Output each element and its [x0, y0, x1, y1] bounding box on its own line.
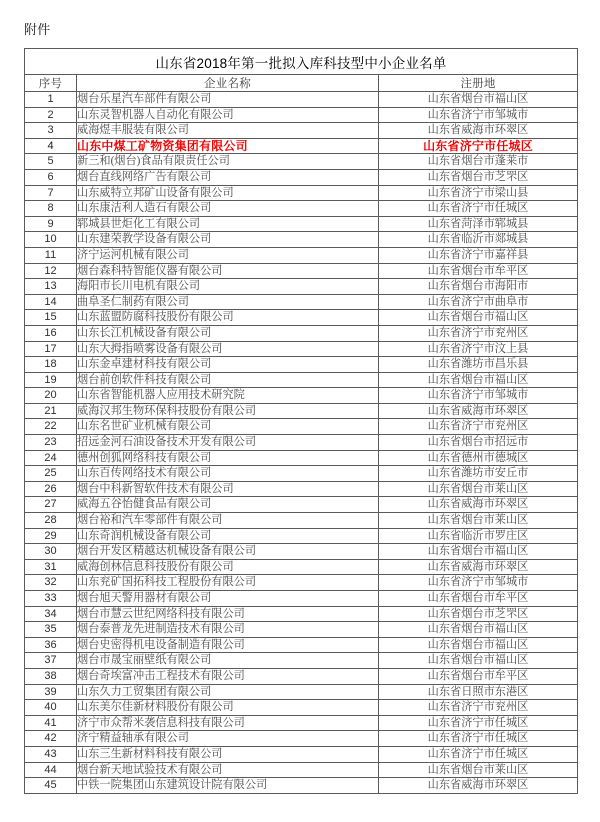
table-title: 山东省2018年第一批拟入库科技型中小企业名单 [25, 49, 578, 75]
registration-place: 山东省烟台市福山区 [379, 622, 578, 638]
enterprise-name: 烟台旭天警用器材有限公司 [77, 591, 379, 607]
row-index: 25 [25, 466, 77, 482]
enterprise-name: 郓城县世炬化工有限公司 [77, 216, 379, 232]
row-index: 45 [25, 778, 77, 794]
table-row [25, 668, 578, 684]
row-index: 30 [25, 544, 77, 560]
table-row [25, 622, 578, 638]
table-row [25, 762, 578, 778]
registration-place: 山东省菏泽市郓城县 [379, 216, 578, 232]
registration-place: 山东省日照市东港区 [379, 684, 578, 700]
title-row [25, 49, 578, 75]
registration-place: 山东省烟台市莱山区 [379, 762, 578, 778]
table-row [25, 653, 578, 669]
table-row [25, 279, 578, 295]
enterprise-name: 山东奇润机械设备有限公司 [77, 528, 379, 544]
registration-place: 山东省烟台市招远市 [379, 435, 578, 451]
enterprise-name: 烟台中科新智软件技术有限公司 [77, 481, 379, 497]
enterprise-list-table [24, 48, 578, 794]
row-index: 21 [25, 403, 77, 419]
row-index: 43 [25, 746, 77, 762]
registration-place: 山东省烟台市芝罘区 [379, 606, 578, 622]
row-index: 44 [25, 762, 77, 778]
row-index: 26 [25, 481, 77, 497]
table-row [25, 466, 578, 482]
registration-place: 山东省烟台市牟平区 [379, 263, 578, 279]
table-row [25, 92, 578, 108]
row-index: 12 [25, 263, 77, 279]
enterprise-name: 山东金卓建材科技有限公司 [77, 357, 379, 373]
registration-place: 山东省临沂市郯城县 [379, 232, 578, 248]
table-row [25, 372, 578, 388]
enterprise-name: 山东灵智机器人自动化有限公司 [77, 107, 379, 123]
enterprise-name: 山东大拇指喷雾设备有限公司 [77, 341, 379, 357]
row-index: 41 [25, 715, 77, 731]
registration-place: 山东省烟台市福山区 [379, 653, 578, 669]
enterprise-name: 济宁市众帮米袭信息科技有限公司 [77, 715, 379, 731]
row-index: 1 [25, 92, 77, 108]
table-row [25, 201, 578, 217]
row-index: 7 [25, 185, 77, 201]
enterprise-name: 烟台市晟宝丽壁纸有限公司 [77, 653, 379, 669]
table-row [25, 419, 578, 435]
registration-place: 山东省济宁市兖州区 [379, 700, 578, 716]
row-index: 22 [25, 419, 77, 435]
registration-place: 山东省烟台市福山区 [379, 310, 578, 326]
registration-place: 山东省烟台市福山区 [379, 637, 578, 653]
attachment-label: 附件 [24, 22, 51, 37]
enterprise-name: 烟台新天地试验技术有限公司 [77, 762, 379, 778]
table-body [25, 92, 578, 794]
table-row [25, 575, 578, 591]
row-index: 4 [25, 138, 77, 154]
registration-place: 山东省济宁市梁山县 [379, 185, 578, 201]
table-row [25, 559, 578, 575]
registration-place: 山东省临沂市罗庄区 [379, 528, 578, 544]
row-index: 13 [25, 279, 77, 295]
table-row [25, 435, 578, 451]
registration-place: 山东省济宁市任城区 [379, 138, 578, 154]
registration-place: 山东省德州市德城区 [379, 450, 578, 466]
enterprise-name: 山东长江机械设备有限公司 [77, 325, 379, 341]
enterprise-name: 威海五谷怡健食品有限公司 [77, 497, 379, 513]
table-row [25, 778, 578, 794]
row-index: 9 [25, 216, 77, 232]
table-row [25, 123, 578, 139]
row-index: 42 [25, 731, 77, 747]
enterprise-name: 烟台乐星汽车部件有限公司 [77, 92, 379, 108]
table-row [25, 513, 578, 529]
registration-place: 山东省威海市环翠区 [379, 403, 578, 419]
registration-place: 山东省威海市环翠区 [379, 559, 578, 575]
table-row [25, 700, 578, 716]
registration-place: 山东省威海市环翠区 [379, 497, 578, 513]
registration-place: 山东省烟台市海阳市 [379, 279, 578, 295]
row-index: 34 [25, 606, 77, 622]
registration-place: 山东省烟台市莱山区 [379, 481, 578, 497]
enterprise-name: 烟台直线网络广告有限公司 [77, 169, 379, 185]
registration-place: 山东省济宁市兖州区 [379, 325, 578, 341]
table-row [25, 403, 578, 419]
row-index: 14 [25, 294, 77, 310]
table-row [25, 294, 578, 310]
row-index: 40 [25, 700, 77, 716]
row-index: 5 [25, 154, 77, 170]
registration-place: 山东省济宁市邹城市 [379, 575, 578, 591]
registration-place: 山东省威海市环翠区 [379, 123, 578, 139]
registration-place: 山东省烟台市芝罘区 [379, 169, 578, 185]
table-row [25, 310, 578, 326]
column-header-row [25, 75, 578, 92]
table-row [25, 138, 578, 154]
table-row [25, 684, 578, 700]
row-index: 32 [25, 575, 77, 591]
row-index: 8 [25, 201, 77, 217]
row-index: 16 [25, 325, 77, 341]
enterprise-name: 山东中煤工矿物资集团有限公司 [77, 138, 379, 154]
row-index: 18 [25, 357, 77, 373]
enterprise-name: 海阳市长川电机有限公司 [77, 279, 379, 295]
enterprise-name: 烟台裕和汽车零部件有限公司 [77, 513, 379, 529]
row-index: 27 [25, 497, 77, 513]
enterprise-name: 山东威特立邦矿山设备有限公司 [77, 185, 379, 201]
row-index: 11 [25, 247, 77, 263]
registration-place: 山东省济宁市汶上县 [379, 341, 578, 357]
registration-place: 山东省济宁市任城区 [379, 731, 578, 747]
table-row [25, 357, 578, 373]
enterprise-name: 山东省智能机器人应用技术研究院 [77, 388, 379, 404]
row-index: 36 [25, 637, 77, 653]
row-index: 19 [25, 372, 77, 388]
table-row [25, 591, 578, 607]
row-index: 28 [25, 513, 77, 529]
table-row [25, 263, 578, 279]
enterprise-name: 山东美尔佳新材料股份有限公司 [77, 700, 379, 716]
table-head [25, 49, 578, 92]
row-index: 17 [25, 341, 77, 357]
registration-place: 山东省济宁市邹城市 [379, 107, 578, 123]
table-row [25, 544, 578, 560]
enterprise-name: 济宁运河机械有限公司 [77, 247, 379, 263]
table-row [25, 450, 578, 466]
row-index: 38 [25, 668, 77, 684]
enterprise-name: 山东蓝盟防腐科技股份有限公司 [77, 310, 379, 326]
row-index: 10 [25, 232, 77, 248]
table-row [25, 731, 578, 747]
row-index: 2 [25, 107, 77, 123]
enterprise-name: 威海汉邦生物环保科技股份有限公司 [77, 403, 379, 419]
table-row [25, 606, 578, 622]
registration-place: 山东省烟台市福山区 [379, 544, 578, 560]
table-row [25, 388, 578, 404]
registration-place: 山东省济宁市邹城市 [379, 388, 578, 404]
registration-place: 山东省烟台市蓬莱市 [379, 154, 578, 170]
table-row [25, 325, 578, 341]
table-row [25, 528, 578, 544]
row-index: 15 [25, 310, 77, 326]
row-index: 6 [25, 169, 77, 185]
row-index: 20 [25, 388, 77, 404]
registration-place: 山东省济宁市曲阜市 [379, 294, 578, 310]
enterprise-name: 烟台史密得机电设备制造有限公司 [77, 637, 379, 653]
row-index: 39 [25, 684, 77, 700]
registration-place: 山东省济宁市兖州区 [379, 419, 578, 435]
enterprise-name: 新三和(烟台)食品有限责任公司 [77, 154, 379, 170]
registration-place: 山东省潍坊市安丘市 [379, 466, 578, 482]
enterprise-name: 烟台前创软件科技有限公司 [77, 372, 379, 388]
enterprise-name: 山东百传网络技术有限公司 [77, 466, 379, 482]
table-row [25, 481, 578, 497]
column-header-index: 序号 [25, 75, 77, 92]
row-index: 35 [25, 622, 77, 638]
enterprise-name: 烟台森科特智能仪器有限公司 [77, 263, 379, 279]
enterprise-name: 山东久力工贸集团有限公司 [77, 684, 379, 700]
enterprise-list-table-wrapper [24, 48, 577, 794]
table-row [25, 497, 578, 513]
registration-place: 山东省烟台市牟平区 [379, 591, 578, 607]
table-row [25, 637, 578, 653]
column-header-enterprise-name: 企业名称 [77, 75, 379, 92]
row-index: 33 [25, 591, 77, 607]
table-row [25, 107, 578, 123]
enterprise-name: 烟台泰普龙先进制造技术有限公司 [77, 622, 379, 638]
enterprise-name: 烟台市慧云世纪网络科技有限公司 [77, 606, 379, 622]
enterprise-name: 烟台开发区精越达机械设备有限公司 [77, 544, 379, 560]
registration-place: 山东省济宁市任城区 [379, 715, 578, 731]
enterprise-name: 威海创林信息科技股份有限公司 [77, 559, 379, 575]
table-row [25, 232, 578, 248]
table-row [25, 746, 578, 762]
column-header-registration-place: 注册地 [379, 75, 578, 92]
table-row [25, 185, 578, 201]
table-row [25, 341, 578, 357]
enterprise-name: 招远金河石油设备技术开发有限公司 [77, 435, 379, 451]
registration-place: 山东省威海市环翠区 [379, 778, 578, 794]
row-index: 31 [25, 559, 77, 575]
table-row [25, 247, 578, 263]
registration-place: 山东省烟台市莱山区 [379, 513, 578, 529]
enterprise-name: 曲阜圣仁制药有限公司 [77, 294, 379, 310]
registration-place: 山东省烟台市牟平区 [379, 668, 578, 684]
table-row [25, 715, 578, 731]
registration-place: 山东省烟台市福山区 [379, 372, 578, 388]
row-index: 23 [25, 435, 77, 451]
row-index: 37 [25, 653, 77, 669]
registration-place: 山东省济宁市任城区 [379, 746, 578, 762]
enterprise-name: 山东建荣教学设备有限公司 [77, 232, 379, 248]
enterprise-name: 威海煜丰服装有限公司 [77, 123, 379, 139]
table-row [25, 216, 578, 232]
registration-place: 山东省潍坊市昌乐县 [379, 357, 578, 373]
registration-place: 山东省济宁市嘉祥县 [379, 247, 578, 263]
enterprise-name: 山东兖矿国拓科技工程股份有限公司 [77, 575, 379, 591]
table-row [25, 169, 578, 185]
enterprise-name: 济宁精益轴承有限公司 [77, 731, 379, 747]
registration-place: 山东省济宁市任城区 [379, 201, 578, 217]
table-row [25, 154, 578, 170]
enterprise-name: 山东名世矿业机械有限公司 [77, 419, 379, 435]
row-index: 3 [25, 123, 77, 139]
enterprise-name: 烟台奇埃富冲击工程技术有限公司 [77, 668, 379, 684]
enterprise-name: 德州创狐网络科技有限公司 [77, 450, 379, 466]
enterprise-name: 山东三生新材料科技有限公司 [77, 746, 379, 762]
row-index: 29 [25, 528, 77, 544]
enterprise-name: 中铁一院集团山东建筑设计院有限公司 [77, 778, 379, 794]
row-index: 24 [25, 450, 77, 466]
enterprise-name: 山东康洁利人造石有限公司 [77, 201, 379, 217]
registration-place: 山东省烟台市福山区 [379, 92, 578, 108]
